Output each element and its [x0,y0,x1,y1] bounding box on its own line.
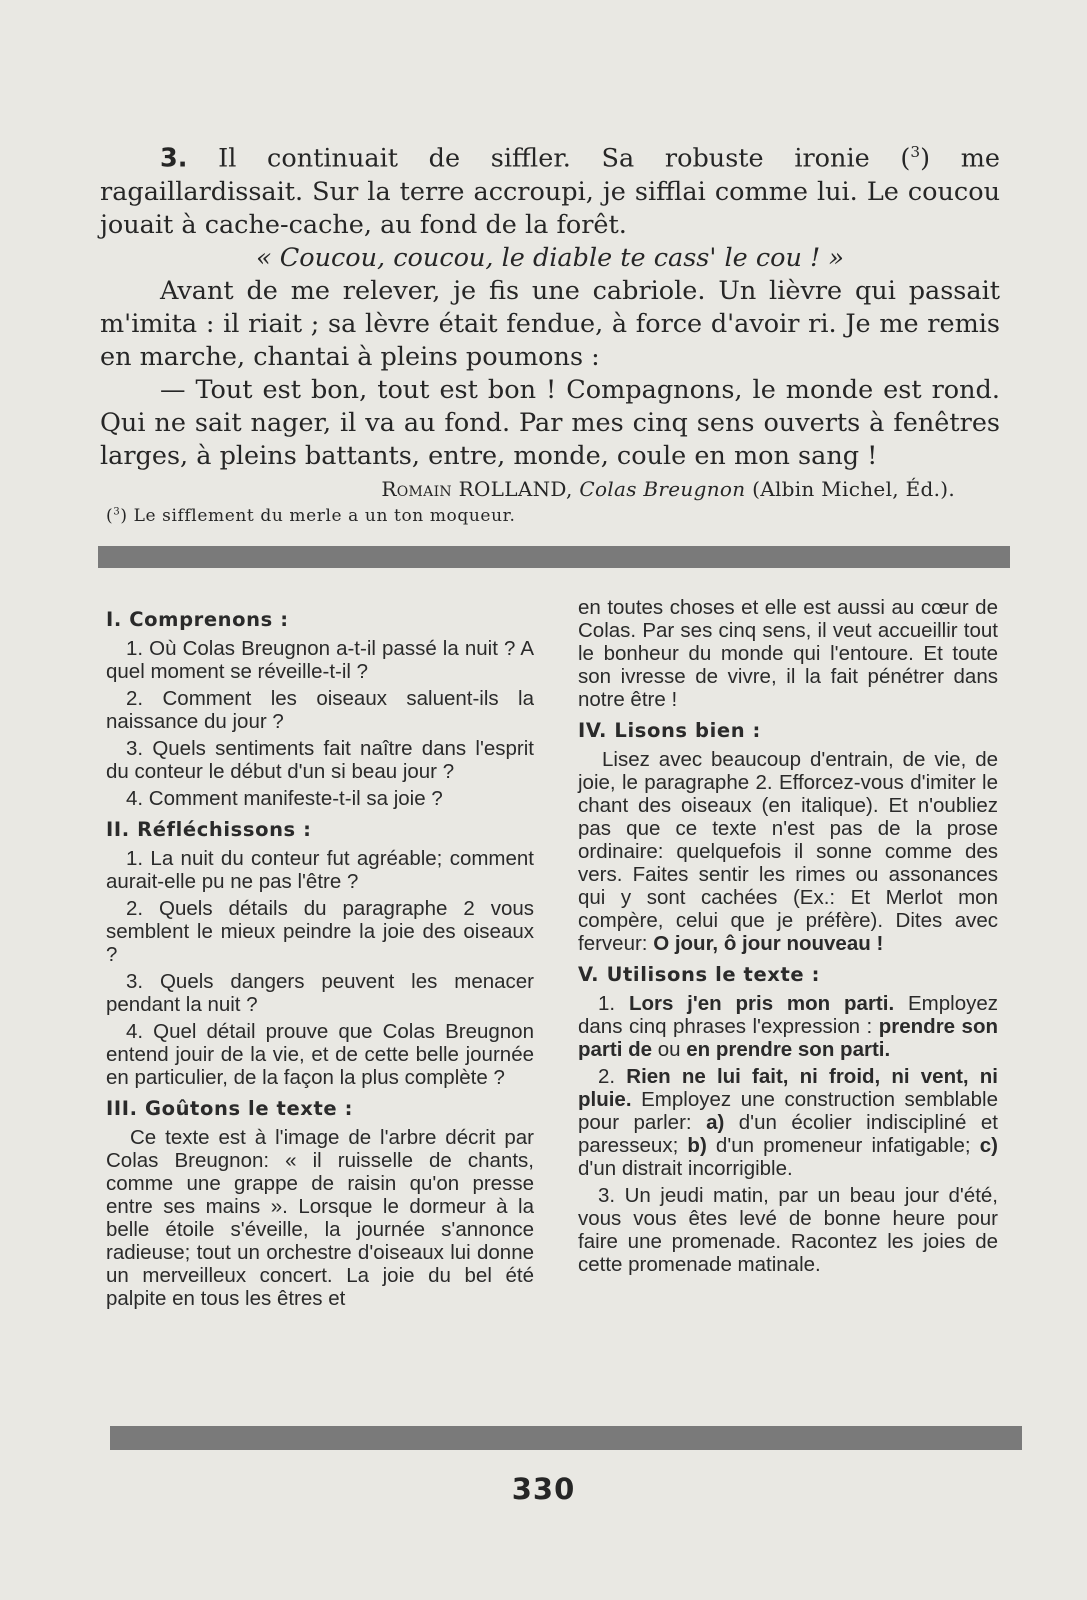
question: 2. Quels détails du paragraphe 2 vous semblent le mieux peindre la joie des oiseaux ? [106,897,534,966]
source-citation [100,473,1000,506]
question: 3. Quels sentiments fait naître dans l'esprit du conteur le début d'un si beau jour ? [106,737,534,783]
section-title-comprenons: I. Comprenons : [106,608,289,631]
reading-instructions: Lisez avec beaucoup d'entrain, de vie, de joie, le paragraphe 2. Efforcez-vous d'imiter le chant des oiseaux (en italique). Et n'oubliez pas que ce texte n'est pas de la prose ordinaire: quelquefois il sonne comme des vers. Faites sentir les rimes ou assonances qui y sont cachées (Ex.: Et Merlot mon compère, celui que je préfère). Dites avec ferveur: O jour, ô jour nouveau ! [578,748,998,955]
exercise-3: 3. Un jeudi matin, par un beau jour d'été, vous vous êtes levé de bonne heure pour faire une promenade. Racontez les joies de cette promenade matinale. [578,1184,998,1276]
divider-bar-bottom [110,1426,1022,1450]
publisher: (Albin Michel, Éd.). [752,476,955,501]
section-title-goutons: III. Goûtons le texte : [106,1097,353,1120]
divider-bar-top [98,546,1010,568]
section-title-lisons: IV. Lisons bien : [578,719,761,742]
exercise-1: 1. Lors j'en pris mon parti. Employez dans cinq phrases l'expression : prendre son parti de ou en prendre son parti. [578,992,999,1061]
commentary-text: Ce texte est à l'image de l'arbre décrit par Colas Breugnon: « il ruisselle de chants, comme une grappe de raisin qu'on presse entre ses mains ». Lorsque le dormeur à la belle étoile s'éveille, la journée s'annonce radieuse; tout un orchestre d'oiseaux lui donne un merveilleux concert. La joie du bel été palpite en tous les êtres et [106,1126,534,1310]
paragraph-number: 3. [160,143,188,174]
question: 4. Quel détail prouve que Colas Breugnon entend jouir de la vie, et de cette belle journée en particulier, de la façon la plus complète ? [106,1020,534,1089]
literary-passage [100,136,1000,506]
bird-song-quote: « Coucou, coucou, le diable te cass' le cou ! » [256,242,844,273]
exercises-left-column [106,608,534,1310]
passage-paragraph-1: 3. Il continuait de siffler. Sa robuste ironie ($^3$) me ragaillardissait. Sur la terre accroupi, je sifflai comme lui. Le coucou jouait à cache-cache, au fond de la forêt. [100,143,1000,240]
commentary-text-continued: en toutes choses et elle est aussi au cœur de Colas. Par ses cinq sens, il veut accueillir tout le bonheur du monde qui l'entoure. Et toute son ivresse de vivre, il la fait pénétrer dans notre être ! [578,596,998,711]
exercises-right-column [578,596,998,1280]
question: 2. Comment les oiseaux saluent-ils la naissance du jour ? [106,687,534,733]
passage-paragraph-3: — Tout est bon, tout est bon ! Compagnons, le monde est rond. Qui ne sait nager, il va au fond. Par mes cinq sens ouverts à fenêtres larges, à pleins battants, entre, monde, coule en mon sang ! [100,374,1000,471]
section-title-reflechissons: II. Réfléchissons : [106,818,312,841]
passage-paragraph-2: Avant de me relever, je fis une cabriole. Un lièvre qui passait m'imita : il riait ; sa lèvre était fendue, à force d'avoir ri. Je me remis en marche, chantai à pleins poumons : [100,275,1000,372]
question: 3. Quels dangers peuvent les menacer pendant la nuit ? [106,970,534,1016]
work-title: Colas Breugnon [579,476,746,501]
footnote: ($^3$) Le sifflement du merle a un ton moqueur. [106,506,516,526]
question: 1. Où Colas Breugnon a-t-il passé la nuit ? A quel moment se réveille-t-il ? [106,637,534,683]
exercise-2: 2. Rien ne lui fait, ni froid, ni vent, ni pluie. Employez une construction semblable pour parler: a) d'un écolier indiscipliné et paresseux; b) d'un promeneur infatigable; c) d'un distrait incorrigible. [578,1065,999,1180]
author: Romain ROLLAND, [381,476,573,501]
page-number: 330 [511,1472,576,1506]
section-title-utilisons: V. Utilisons le texte : [578,963,821,986]
question: 4. Comment manifeste-t-il sa joie ? [126,787,443,810]
question: 1. La nuit du conteur fut agréable; comment aurait-elle pu ne pas l'être ? [106,847,534,893]
